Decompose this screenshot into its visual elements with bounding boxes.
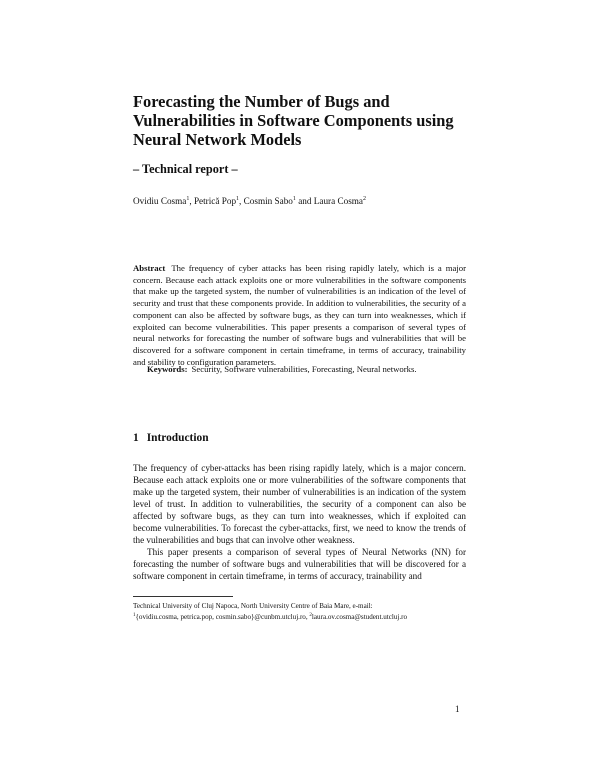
author-and: and — [295, 196, 314, 206]
abstract — [133, 263, 466, 368]
section-body — [133, 462, 466, 582]
section-number: 1 — [133, 432, 139, 444]
footnote-rule — [133, 596, 233, 597]
author-affiliation-mark: 1 — [186, 196, 190, 202]
footnote-email-group: {ovidiu.cosma, petrica.pop, cosmin.sabo}@cunbm.utcluj.ro, — [135, 613, 308, 622]
footnote-email: laura.ov.cosma@student.utcluj.ro — [311, 613, 408, 622]
keywords-text: Security, Software vulnerabilities, Forecasting, Neural networks. — [191, 364, 417, 374]
author-name: Laura Cosma — [313, 196, 364, 206]
footnote-mark: 1 — [133, 613, 136, 619]
page-number: 1 — [455, 704, 460, 714]
section-title: Introduction — [146, 432, 209, 444]
footnote — [133, 602, 466, 623]
paper-subtitle: – Technical report – — [133, 162, 238, 176]
paper-title: Forecasting the Number of Bugs and Vulnerabilities in Software Components using Neural Network Models — [133, 92, 454, 149]
author-affiliation-mark: 1 — [236, 196, 240, 202]
author-separator: , — [189, 196, 194, 206]
footnote-mark: 2 — [309, 613, 312, 619]
author-list — [133, 196, 366, 206]
keywords-label: Keywords: — [147, 364, 188, 374]
paragraph: This paper presents a comparison of several types of Neural Networks (NN) for forecasting the number of software bugs and vulnerabilities that will be discovered for a software component in certain timeframe, in terms of accuracy, trainability and — [133, 547, 466, 581]
author-separator: , — [239, 196, 244, 206]
footnote-emails — [133, 611, 466, 622]
section-heading — [133, 432, 209, 444]
author-name: Petrică Pop — [193, 196, 237, 206]
footnote-affiliation: Technical University of Cluj Napoca, North University Centre of Baia Mare, e-mail: — [133, 602, 373, 610]
abstract-text: The frequency of cyber attacks has been rising rapidly lately, which is a major concern. Because each attack exploits one or more vulnerabilities in the software components that make up the targeted system, the number of vulnerabilities is an indication of the level of security and trust that these components provide. In addition to vulnerabilities, the security of a component can also be affected by software bugs, as they can turn into weaknesses, which if exploited can become vulnerabilities. This paper presents a comparison of several types of neural networks for forecasting the number of software bugs and vulnerabilities that will be discovered for a software component in certain timeframe, in terms of accuracy, trainability and stability to configuration parameters. — [133, 263, 466, 367]
author-name: Ovidiu Cosma — [133, 196, 187, 206]
author-affiliation-mark: 2 — [363, 196, 367, 202]
paragraph: The frequency of cyber-attacks has been rising rapidly lately, which is a major concern. Because each attack exploits one or more vulnerabilities of the software components that make up the targeted system, their number of vulnerabilities is an indication of the system level of trust. In addition to vulnerabilities, the security of a component can also be affected by software bugs, as they can turn into weaknesses, which if exploited can become vulnerabilities. To forecast the cyber-attacks, first, we need to know the trends of the vulnerabilities and bugs that can involve other weakness. — [133, 463, 466, 545]
author-affiliation-mark: 1 — [292, 196, 296, 202]
author-name: Cosmin Sabo — [243, 196, 293, 206]
abstract-label: Abstract — [133, 263, 166, 273]
keywords — [147, 364, 417, 374]
